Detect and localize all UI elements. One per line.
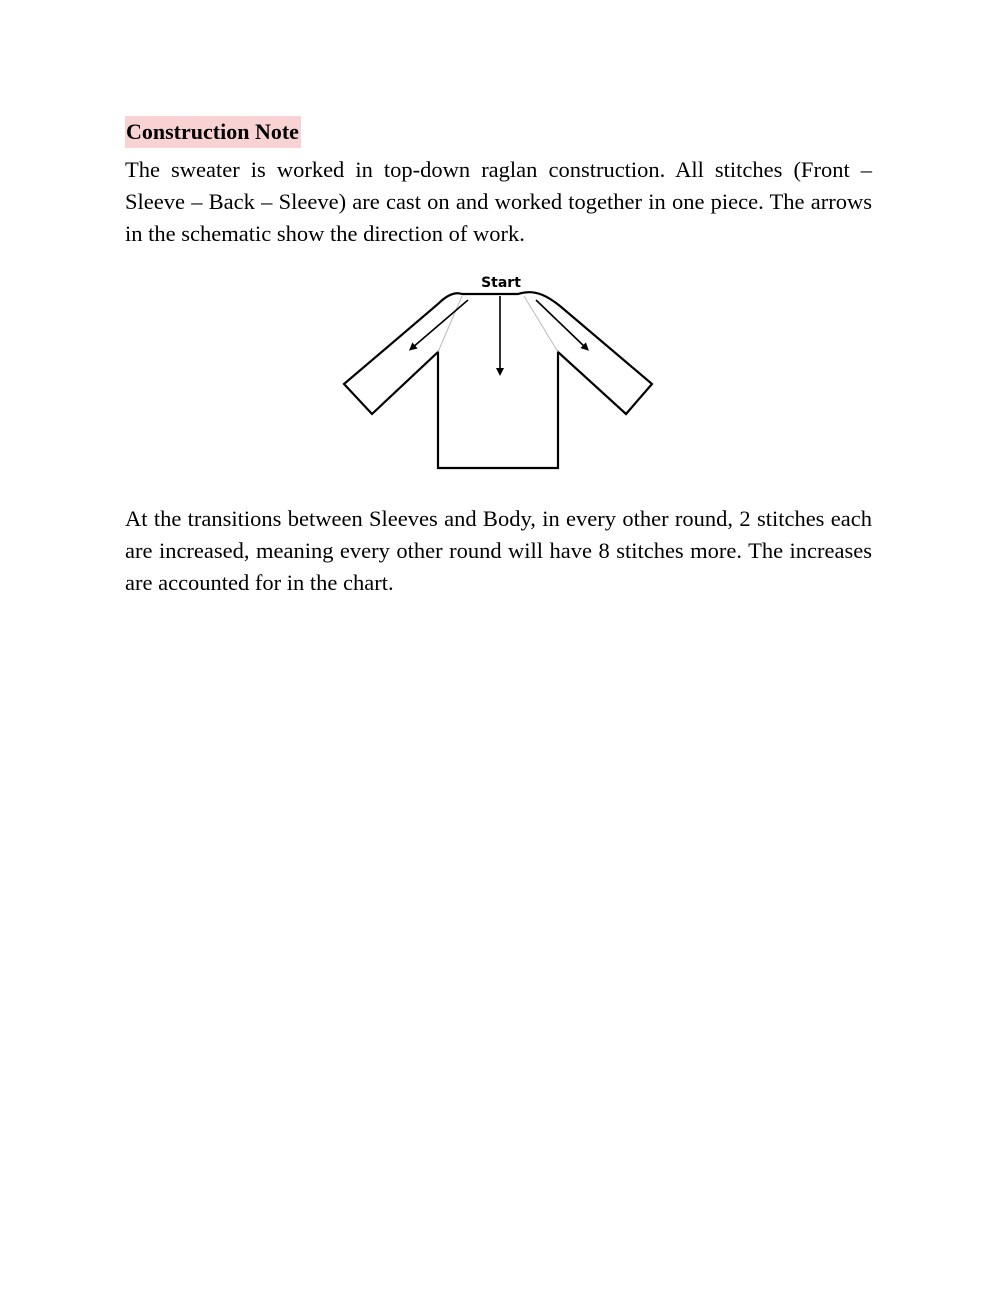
sweater-outline: [344, 292, 652, 468]
section-heading: Construction Note: [125, 116, 301, 148]
start-label: Start: [481, 275, 521, 291]
left-raglan-line: [438, 296, 462, 352]
sweater-schematic: [340, 266, 660, 474]
increases-paragraph: At the transitions between Sleeves and Body, in every other round, 2 stitches each are increased, meaning every other round will have 8 stitches more. The increases are accounted for in the chart.: [125, 506, 872, 595]
left-sleeve-arrow: [412, 300, 468, 348]
construction-paragraph: The sweater is worked in top-down raglan construction. All stitches (Front – Sleeve – Back – Sleeve) are cast on and worked together in one piece. The arrows in the schematic show the direction of work.: [125, 157, 872, 246]
